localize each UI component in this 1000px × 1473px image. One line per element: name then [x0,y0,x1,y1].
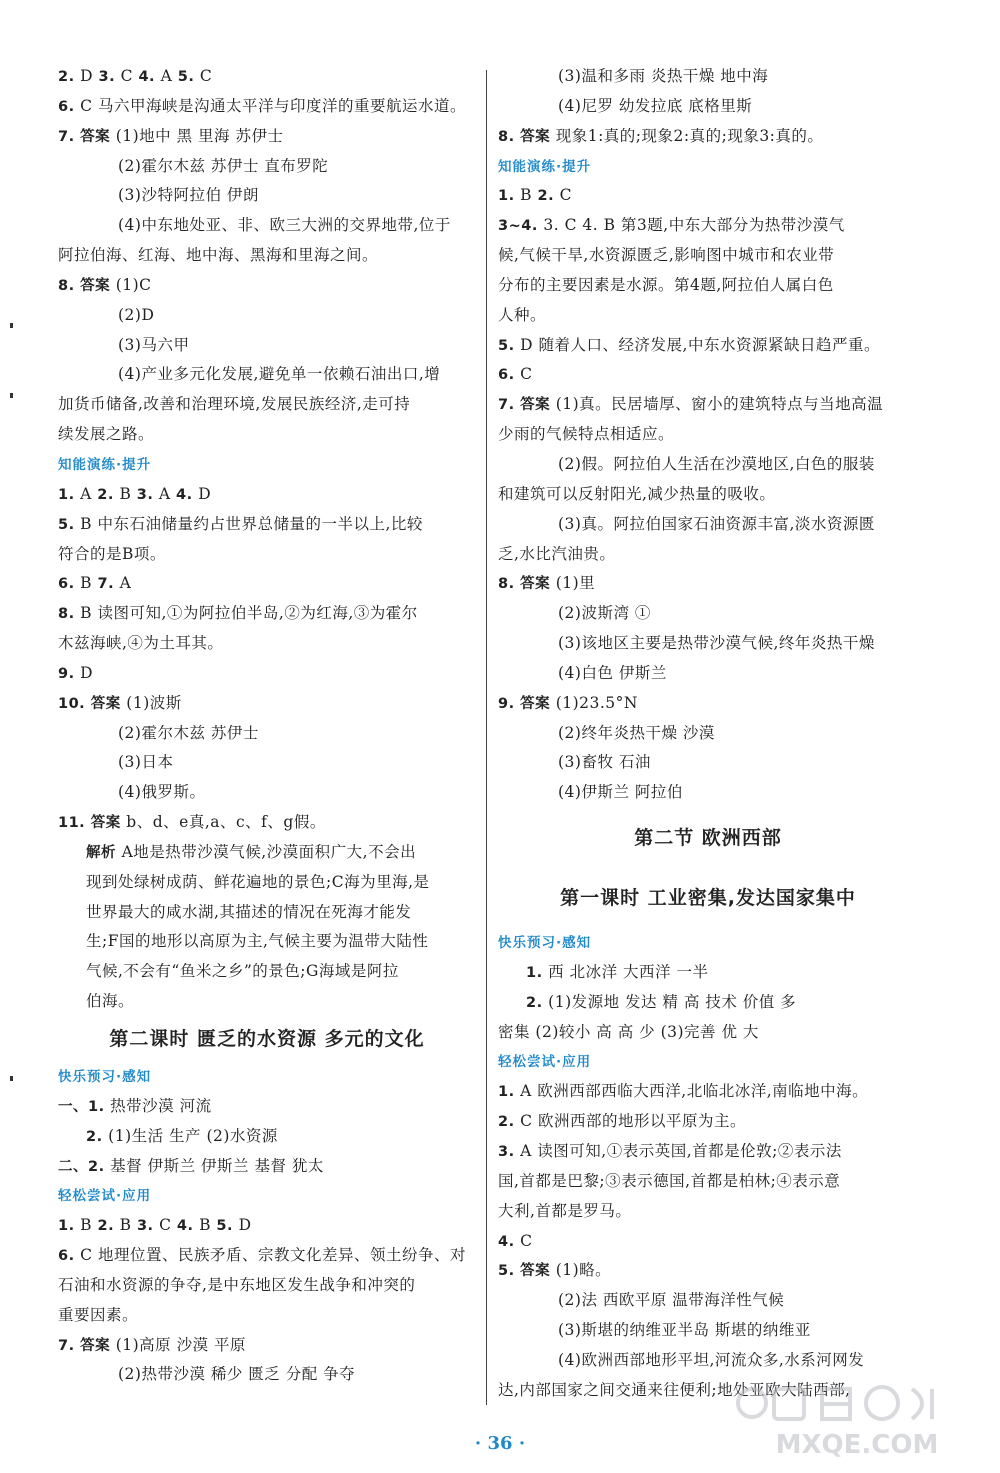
text-line [498,599,918,629]
text-line [58,748,476,778]
item-number: 3. [498,1144,521,1160]
answer-text: B [520,186,538,205]
answer-text: A [80,484,98,503]
text-line [58,122,476,152]
answer-text: 达,内部国家之间交通来往便利;地处亚欧大陆西部, [498,1380,851,1399]
text-line [58,540,476,570]
answer-text: 木兹海峡,④为土耳其。 [58,634,224,653]
answer-text: C [559,186,573,205]
text-line [498,1197,918,1227]
answer-text: A 欧洲西部西临大西洋,北临北冰洋,南临地中海。 [520,1082,869,1101]
page-number-value: 36 [487,1433,513,1454]
answer-text: 人种。 [498,305,547,324]
answer-text: B [119,1216,137,1235]
answer-text: (3)斯堪的纳维亚半岛 斯堪的纳维亚 [558,1321,811,1340]
text-line [58,987,476,1017]
answer-text: (2)霍尔木兹 苏伊士 直布罗陀 [118,156,329,175]
answer-text: 生;F国的地形以高原为主,气候主要为温带大陆性 [86,932,429,951]
text-line [58,1181,476,1211]
answer-text: 阿拉伯海、红海、地中海、黑海和里海之间。 [58,246,379,265]
item-number: 4. [138,69,161,85]
text-line [498,122,918,152]
answer-text: C 欧洲西部的地形以平原为主。 [520,1112,746,1131]
answer-text: A地是热带沙漠气候,沙漠面积广大,不会出 [121,842,417,861]
margin-mark [10,393,13,398]
answer-text: C [199,67,213,85]
answer-text: 分布的主要因素是水源。第4题,阿拉伯人属白色 [498,275,834,294]
text-line [58,808,476,838]
text-line [58,1152,476,1182]
text-line [498,1286,918,1316]
answer-text: (4)白色 伊斯兰 [558,663,667,682]
text-line [58,778,476,808]
text-line [498,480,918,510]
text-line [498,1167,918,1197]
text-line [498,331,918,361]
watermark-logo [732,1373,982,1461]
answer-text: (3)马六甲 [118,335,190,354]
answer-text: A [160,67,178,85]
text-line [498,1018,918,1048]
item-number: 7. 答案 [498,397,556,414]
item-number: 5. [177,69,200,85]
section-tag: 轻松尝试·应用 [58,1188,152,1205]
text-line [498,1316,918,1346]
answer-text: 现到处绿树成荫、鲜花遍地的景色;C海为里海,是 [86,872,430,891]
text-line [58,1092,476,1122]
text-line [498,62,918,92]
answer-text: B 读图可知,①为阿拉伯半岛,②为红海,③为霍尔 [80,604,418,623]
answer-text: C [159,1216,177,1235]
text-line [58,301,476,331]
text-line [58,1241,476,1271]
item-number: 3. [136,1218,160,1235]
answer-text: (2)假。阿拉伯人生活在沙漠地区,白色的服装 [558,454,875,473]
answer-text: 世界最大的咸水湖,其描述的情况在死海才能发 [86,902,412,921]
text-line [58,569,476,599]
answer-text: C [520,1231,533,1250]
section-heading: 第二课时 匮乏的水资源 多元的文化 [109,1028,425,1050]
item-number: 10. 答案 [58,695,127,712]
item-number: 2. [537,188,560,205]
text-line [498,629,918,659]
item-number: 解析 [86,844,122,861]
item-number: 4. [176,1218,200,1235]
section-tag: 快乐预习·感知 [58,1069,152,1085]
answer-text: 乏,水比汽油贵。 [498,544,616,563]
answer-text: (4)欧洲西部地形平坦,河流众多,水系河网发 [558,1350,865,1369]
text-line [58,1062,476,1092]
text-line [58,360,476,390]
answer-text: (4)伊斯兰 阿拉伯 [558,783,683,802]
item-number: 4. [498,1233,521,1250]
page-dot: · [474,1433,482,1454]
text-line [498,778,918,808]
item-number: 9. [58,665,81,682]
text-line [58,331,476,361]
answer-text: 伯海。 [86,992,135,1011]
text-line [58,241,476,271]
answer-text: (1)生活 生产 (2)水资源 [108,1126,278,1145]
item-number: 2. [498,1114,521,1131]
answer-text: (1)地中 黑 里海 苏伊士 [115,126,284,145]
text-line [498,540,918,570]
text-line [58,152,476,182]
item-number: 6. [58,576,81,593]
text-line [498,301,918,331]
answer-text: (2)热带沙漠 稀少 匮乏 分配 争夺 [118,1365,356,1384]
item-number: 3. [136,486,159,503]
item-number: 9. 答案 [498,695,556,712]
page-dot: · [518,1433,526,1454]
text-line [58,62,476,92]
text-line [498,360,918,390]
text-line [498,92,918,122]
answer-text: B 中东石油储量约占世界总储量的一半以上,比较 [80,514,423,533]
answer-text: D [80,67,99,85]
answer-text: A [158,484,177,503]
answer-text: B [80,574,98,593]
answer-text: D [80,663,94,682]
text-line [498,748,918,778]
answer-text: B [119,484,137,503]
item-number: 5. [58,516,81,533]
text-line [498,1107,918,1137]
text-line [58,1271,476,1301]
item-number: 2. [86,1128,109,1145]
text-line [58,868,476,898]
text-line [58,719,476,749]
text-line [498,659,918,689]
text-line [58,1331,476,1361]
section-tag: 轻松尝试·应用 [498,1054,592,1071]
text-line [498,152,918,182]
answer-text: 重要因素。 [58,1305,139,1324]
section-heading: 第二节 欧洲西部 [634,827,782,850]
text-line [58,957,476,987]
text-line [58,898,476,928]
answer-text: (4)产业多元化发展,避免单一依赖石油出口,增 [118,365,441,384]
answer-text: B [80,1216,98,1235]
text-line [498,510,918,540]
answer-text: A 读图可知,①表示英国,首都是伦敦;②表示法 [520,1142,842,1160]
answer-text: 现象1:真的;现象2:真的;现象3:真的。 [555,126,824,145]
text-line [58,1301,476,1331]
text-line [498,181,918,211]
text-line [58,390,476,420]
text-line [498,450,918,480]
text-line [498,390,918,420]
answer-text: 3. C 4. B 第3题,中东大部分为热带沙漠气 [543,216,845,235]
text-line [498,1346,918,1376]
text-line [58,1122,476,1152]
answer-text: 续发展之路。 [58,425,155,444]
item-number: 1. [498,188,521,205]
answer-text: 气候,不会有“鱼米之乡”的景色;G海域是阿拉 [86,962,399,981]
margin-mark [10,1076,13,1081]
answer-text: (1)C [115,275,152,294]
text-line [58,838,476,868]
item-number: 8. [58,606,81,623]
text-line [498,569,918,599]
answer-text: 大利,首都是罗马。 [498,1201,632,1220]
text-line [58,1211,476,1241]
item-number: 4. [176,486,199,503]
text-line [58,420,476,450]
item-number: 1. [526,964,549,981]
text-line [58,510,476,540]
item-number: 8. 答案 [58,277,116,294]
answer-text: (3)真。阿拉伯国家石油资源丰富,淡水资源匮 [558,514,875,533]
answer-text: (3)畜牧 石油 [558,753,651,772]
text-line [498,719,918,749]
item-number: 1. [498,1084,521,1101]
text-line [58,927,476,957]
answer-text: (1)波斯 [126,693,182,712]
text-line [58,181,476,211]
answer-text: (4)尼罗 幼发拉底 底格里斯 [558,96,753,115]
answer-text: 国,首都是巴黎;③表示德国,首都是柏林;④表示意 [498,1171,841,1190]
item-number: 8. 答案 [498,576,556,593]
item-number: 二、2. [58,1158,111,1175]
text-line [58,689,476,719]
answer-text: (3)日本 [118,753,174,772]
item-number: 8. 答案 [498,128,556,145]
text-line [58,92,476,122]
answer-text: (2)法 西欧平原 温带海洋性气候 [558,1291,785,1310]
text-line [58,599,476,629]
answer-text: (2)D [118,305,155,324]
answer-text: (1)略。 [555,1261,612,1280]
answer-text: 密集 (2)较小 高 高 少 (3)完善 优 大 [498,1022,759,1041]
item-number: 7. 答案 [58,1337,116,1354]
answer-text: 符合的是B项。 [58,544,166,563]
text-line [58,1360,476,1390]
answer-text: 和建筑可以反射阳光,减少热量的吸收。 [498,484,776,503]
section-tag: 快乐预习·感知 [498,935,592,952]
item-number: 6. [58,98,81,115]
section-tag: 知能演练·提升 [58,456,152,473]
answer-text: (1)真。民居墙厚、窗小的建筑特点与当地高温 [555,395,884,414]
answer-text: (2)霍尔木兹 苏伊士 [118,723,259,742]
text-line [498,1077,918,1107]
text-line [58,480,476,510]
answer-text: (1)高原 沙漠 平原 [115,1335,247,1354]
answer-text: 基督 伊斯兰 伊斯兰 基督 犹太 [110,1156,324,1175]
answer-text: (1)里 [555,574,596,593]
text-line [58,659,476,689]
answer-text: 热带沙漠 河流 [110,1096,212,1115]
text-line [498,211,918,241]
answer-text: D [198,484,212,503]
answer-text: (2)波斯湾 ① [558,604,651,623]
answer-text: (3)温和多雨 炎热干燥 地中海 [558,67,769,85]
answer-text: C 马六甲海峡是沟通太平洋与印度洋的重要航运水道。 [80,96,466,115]
item-number: 7. 答案 [58,128,116,145]
item-number: 2. [58,69,81,85]
item-number: 5. [216,1218,239,1235]
answer-text: (1)发源地 发达 精 高 技术 价值 多 [548,992,797,1011]
answer-text: (3)该地区主要是热带沙漠气候,终年炎热干燥 [558,634,875,653]
answer-text: 少雨的气候特点相适应。 [498,425,675,444]
watermark-text: MXQE.COM [775,1430,939,1460]
item-number: 一、1. [58,1098,111,1115]
item-number: 6. [498,367,521,384]
left-column [58,62,476,1390]
text-line [498,928,918,958]
text-line [498,1047,918,1077]
answer-text: C [520,365,533,384]
answer-text: (1)23.5°N [555,693,638,712]
text-line [58,450,476,480]
text-line [498,420,918,450]
answer-text: b、d、e真,a、c、f、g假。 [126,813,326,832]
text-line [58,629,476,659]
text-line [498,958,918,988]
item-number: 2. [97,486,120,503]
answer-text: (2)终年炎热干燥 沙漠 [558,723,715,742]
text-line [498,1256,918,1286]
answer-text: D 随着人口、经济发展,中东水资源紧缺日趋严重。 [520,335,880,354]
answer-text: B [199,1216,217,1235]
item-number: 2. [526,994,549,1011]
answer-text: 石油和水资源的争夺,是中东地区发生战争和冲突的 [58,1275,416,1294]
text-line [498,1137,918,1167]
answer-text: 加货币储备,改善和治理环境,发展民族经济,走可持 [58,395,411,414]
item-number: 5. [498,337,521,354]
text-line [58,271,476,301]
column-divider [486,70,487,1405]
text-line [498,271,918,301]
answer-text: C [120,67,139,85]
item-number: 2. [97,1218,120,1235]
margin-mark [10,323,13,328]
item-number: 11. 答案 [58,815,127,832]
answer-text: C 地理位置、民族矛盾、宗教文化差异、领土纷争、对 [80,1246,466,1265]
text-line [58,211,476,241]
section-tag: 知能演练·提升 [498,158,592,175]
section-heading: 第一课时 工业密集,发达国家集中 [560,887,856,910]
text-line [498,1227,918,1257]
text-line [498,241,918,271]
answer-text: (4)中东地处亚、非、欧三大洲的交界地带,位于 [118,216,451,235]
item-number: 3~4. [498,218,544,235]
item-number: 1. [58,486,81,503]
answer-text: 候,气候干旱,水资源匮乏,影响图中城市和农业带 [498,246,835,265]
item-number: 5. 答案 [498,1263,556,1280]
item-number: 7. [97,576,120,593]
item-number: 6. [58,1248,81,1265]
text-line [498,988,918,1018]
answer-text: A [119,574,132,593]
answer-text: 西 北冰洋 大西洋 一半 [548,962,709,981]
item-number: 3. [98,69,121,85]
right-column [498,62,918,1406]
answer-text: (3)沙特阿拉伯 伊朗 [118,186,259,205]
answer-text: (4)俄罗斯。 [118,783,206,802]
text-line [498,689,918,719]
answer-text: D [238,1216,252,1235]
item-number: 1. [58,1218,81,1235]
